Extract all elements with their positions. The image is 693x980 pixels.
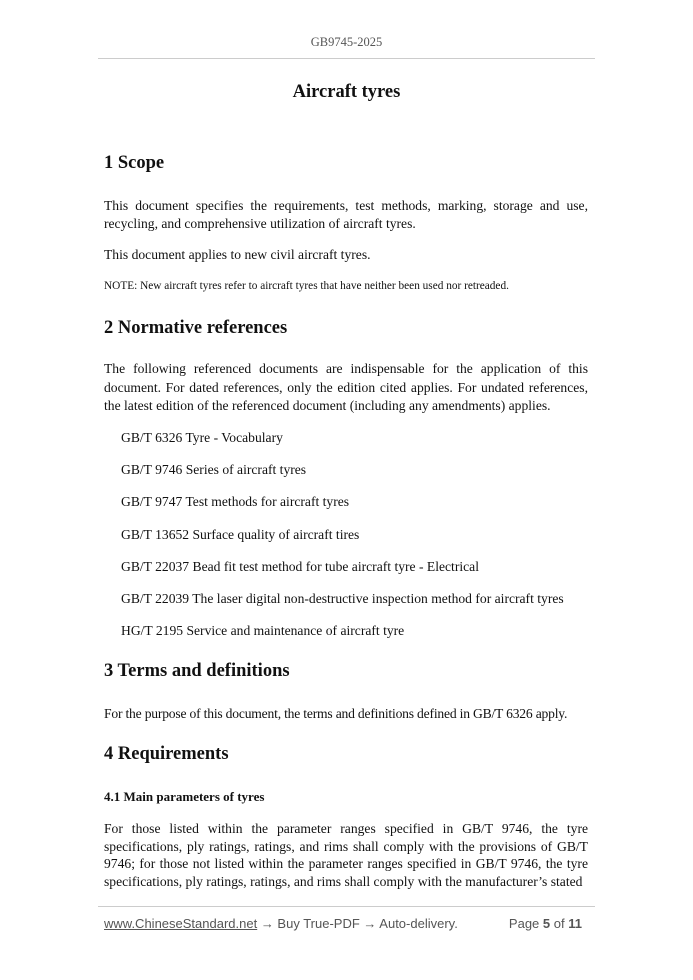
page-label: Page: [508, 916, 540, 931]
section-heading-terms: 3 Terms and definitions: [104, 661, 290, 681]
of-label: of: [553, 916, 565, 931]
running-header: GB9745-2025: [310, 35, 383, 49]
reference-item: HG/T 2195 Service and maintenance of aircraft tyre: [121, 623, 405, 638]
terms-paragraph: For the purpose of this document, the terms and definitions defined in GB/T 6326 apply.: [104, 706, 568, 721]
document-title: Aircraft tyres: [292, 82, 401, 102]
requirements-paragraph: For those listed within the parameter ranges specified in GB/T 9746, the tyre specifications, ply ratings, ratings, and rims shall comply with the provisions of GB/T 9746; for those not listed within the parameter ranges specified in GB/T 9746, the tyre specifications, ply ratings, ratings, and rims shall comply with the manufacturer’s stated: [104, 821, 588, 890]
page-total: 11: [568, 916, 582, 931]
footer-divider: [98, 906, 595, 907]
reference-item: GB/T 13652 Surface quality of aircraft tires: [121, 527, 360, 542]
footer-promo-text: → Buy True-PDF → Auto-delivery.: [257, 916, 458, 931]
scope-paragraph-2: This document applies to new civil aircraft tyres.: [104, 247, 371, 262]
scope-note: NOTE: New aircraft tyres refer to aircraft tyres that have neither been used nor retreaded.: [104, 280, 509, 292]
reference-item: GB/T 6326 Tyre - Vocabulary: [121, 430, 283, 445]
page-indicator: [509, 916, 582, 931]
header-divider: [98, 58, 595, 59]
scope-paragraph-1: This document specifies the requirements, test methods, marking, storage and use, recycling, and comprehensive utilization of aircraft tyres.: [104, 198, 588, 231]
footer-promo: [104, 916, 458, 931]
chinese-standard-link[interactable]: www.ChineseStandard.net: [104, 916, 258, 931]
page-current: 5: [542, 916, 551, 931]
section-heading-requirements: 4 Requirements: [104, 744, 229, 764]
reference-item: GB/T 22037 Bead fit test method for tube aircraft tyre - Electrical: [121, 559, 479, 574]
reference-item: GB/T 22039 The laser digital non-destructive inspection method for aircraft tyres: [121, 591, 564, 606]
reference-item: GB/T 9747 Test methods for aircraft tyres: [121, 494, 350, 509]
normative-paragraph: The following referenced documents are indispensable for the application of this document. For dated references, only the edition cited applies. For undated references, the latest edition of the referenced document (including any amendments) applies.: [104, 361, 588, 413]
section-heading-normative: 2 Normative references: [104, 318, 288, 338]
subsection-heading: 4.1 Main parameters of tyres: [104, 789, 265, 804]
section-heading-scope: 1 Scope: [104, 153, 165, 173]
reference-item: GB/T 9746 Series of aircraft tyres: [121, 462, 307, 477]
